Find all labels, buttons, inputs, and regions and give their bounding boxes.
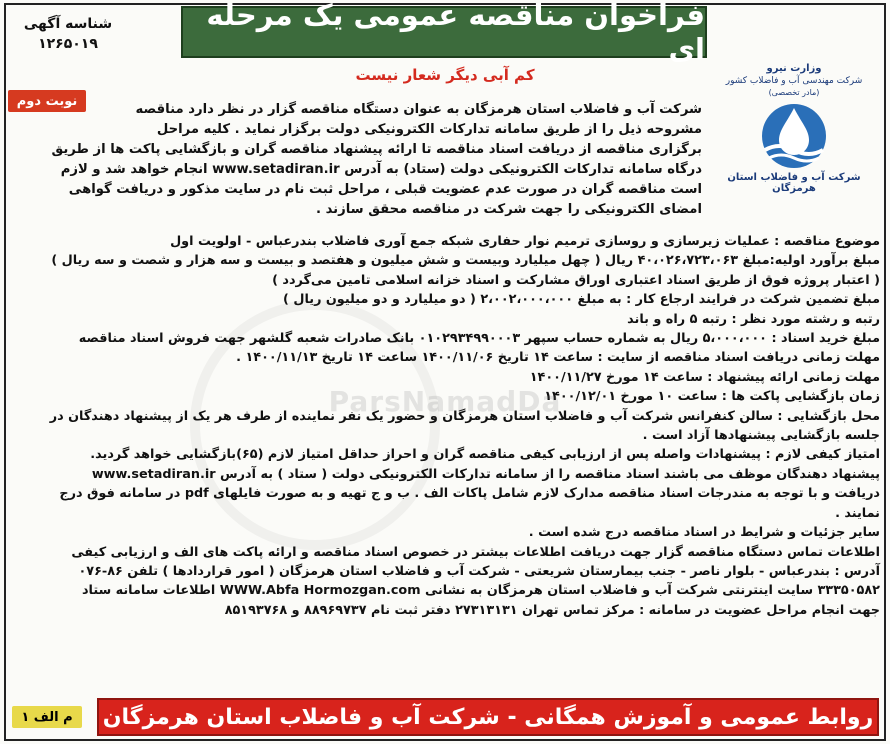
detail-opening-place: محل بازگشایی : سالن کنفرانس شرکت آب و فاضلاب استان هرمزگان و حضور یک نفر نماینده از طرف هر یک از پیشنهاد دهندگان در <box>49 408 880 424</box>
detail-bidders-obligation-cont: دریافت و با توجه به مندرجات اسناد مناقصه مدارک لازم شامل پاکات الف . ب و ج تهیه و به صورت فایلهای pdf در سامانه فوق درج <box>59 486 880 502</box>
slogan: کم آبی دیگر شعار نیست <box>355 66 535 84</box>
detail-bidders-obligation-end: نمایند . <box>835 505 880 521</box>
detail-opening-place-cont: جلسه بازگشایی پیشنهادها آزاد است . <box>642 428 880 444</box>
footer-code: م الف ۱ <box>12 706 82 728</box>
watermark: ParsNamadDa <box>328 385 562 418</box>
logo-provincial: شرکت آب و فاضلاب استان هرمزگان <box>727 172 861 194</box>
detail-submission-deadline: مهلت زمانی ارائه پیشنهاد : ساعت ۱۴ مورخ ۱۴۰۰/۱۱/۲۷ <box>529 369 880 385</box>
logo-ministry: وزارت نیرو <box>766 63 822 74</box>
detail-opening-time: زمان بازگشایی پاکت ها : ساعت ۱۰ مورخ ۱۴۰۰/۱۲/۰۱ <box>544 389 880 405</box>
detail-website: ۳۳۳۵۰۵۸۲ سایت اینترنتی شرکت آب و فاضلاب استان هرمزگان به نشانی WWW.Abfa Hormozgan.com اطلاعات سامانه ستاد <box>81 583 880 599</box>
detail-funding: ( اعتبار پروژه فوق از طریق اسناد اعتباری اوراق مشارکت و اسناد خزانه اسلامی تامین می‌گردد ) <box>272 272 880 288</box>
detail-quality-score: امتیاز کیفی لازم : پیشنهادات واصله پس از ارزیابی کیفی مناقصه گران و احراز حداقل امتیاز لازم (۶۵)بازگشایی خواهد گردید. <box>90 447 880 463</box>
intro-line: درگاه سامانه تدارکات الکترونیکی دولت (ستاد) به آدرس www.setadiran.ir انجام خواهد شد و لازم <box>60 162 702 177</box>
detail-grade: رتبه و رشته مورد نظر : رتبه ۵ راه و باند <box>627 311 880 327</box>
detail-guarantee: مبلغ تضمین شرکت در فرایند ارجاع کار : به مبلغ ۲،۰۰۲،۰۰۰،۰۰۰ ( دو میلیارد و دو میلیون ریال ) <box>283 292 880 308</box>
ad-id-label: شناسه آگهی <box>23 16 113 32</box>
ad-id-number: ۱۲۶۵۰۱۹ <box>38 36 98 52</box>
footer-banner: روابط عمومی و آموزش همگانی - شرکت آب و فاضلاب استان هرمزگان <box>97 698 879 736</box>
logo-subtitle: (مادر تخصصی) <box>768 88 820 97</box>
company-logo <box>705 62 883 202</box>
intro-line: برگزاری مناقصه از دریافت اسناد مناقصه تا ارائه پیشنهاد مناقصه گران و بازگشایی پاکت ها از طریق <box>51 142 702 157</box>
detail-address: آدرس : بندرعباس - بلوار ناصر - جنب بیمارستان شریعتی - شرکت آب و فاضلاب استان هرمزگان ( امور قراردادها ) تلفن ۸۶-۰۷۶ <box>78 563 880 579</box>
detail-estimate: مبلغ برآورد اولیه:مبلغ ۴۰،۰۲۶،۷۲۳،۰۶۳ ریال ( چهل میلیارد وبیست و شش میلیون و هفتصد و بیست و سه هزار و شصت و سه ریال ) <box>51 253 880 269</box>
intro-line: است مناقصه گران در صورت عدم عضویت قبلی ، مراحل ثبت نام در سایت مذکور و دریافت گواهی <box>68 182 702 197</box>
detail-download-deadline: مهلت زمانی دریافت اسناد مناقصه از سایت : ساعت ۱۴ تاریخ ۱۴۰۰/۱۱/۰۶ ساعت ۱۴ تاریخ ۱۴۰۰/۱۱/۱۳ . <box>236 350 880 366</box>
intro-line: مشروحه ذیل را از طریق سامانه تدارکات الکترونیکی دولت برگزار نماید . کلیه مراحل <box>156 122 702 137</box>
detail-setad-contact: جهت انجام مراحل عضویت در سامانه : مرکز تماس تهران ۲۷۳۱۳۱۳۱ دفتر ثبت نام ۸۸۹۶۹۷۳۷ و ۸۵۱۹۳۷۶۸ <box>224 602 880 618</box>
detail-other-terms: سایر جزئیات و شرایط در اسناد مناقصه درج شده است . <box>528 525 880 541</box>
ad-id-block <box>16 16 120 52</box>
detail-bidders-obligation: پیشنهاد دهندگان موظف می باشند اسناد مناقصه را از سامانه تدارکات الکترونیکی دولت ( ستاد ) به آدرس www.setadiran.ir <box>91 466 880 482</box>
detail-document-price: مبلغ خرید اسناد : ۵،۰۰۰،۰۰۰ ریال به شماره حساب سپهر ۰۱۰۲۹۳۴۹۹۰۰۰۳ بانک صادرات شعبه گلشهر جهت فروش اسناد مناقصه <box>78 331 880 347</box>
intro-line: امضای الکترونیکی را جهت شرکت در مناقصه محقق سازند . <box>315 202 702 217</box>
notice-title: فراخوان مناقصه عمومی یک مرحله ای <box>181 6 707 58</box>
turn-badge: نوبت دوم <box>8 90 86 112</box>
intro-paragraph <box>51 100 702 220</box>
water-drop-icon <box>751 100 837 170</box>
detail-contact-intro: اطلاعات تماس دستگاه مناقصه گزار جهت دریافت اطلاعات بیشتر در خصوص اسناد مناقصه و ارائه پاکت های الف و ارزیابی کیفی <box>71 544 880 560</box>
logo-company: شرکت مهندسی آب و فاضلاب کشور <box>725 76 863 86</box>
tender-details <box>10 232 880 620</box>
intro-line: شرکت آب و فاضلاب استان هرمزگان به عنوان دستگاه مناقصه گزار در نظر دارد مناقصه <box>135 102 702 117</box>
detail-subject: موضوع مناقصه : عملیات زیرسازی و روسازی ترمیم نوار حفاری شبکه جمع آوری فاضلاب بندرعباس - اولویت اول <box>170 234 880 249</box>
